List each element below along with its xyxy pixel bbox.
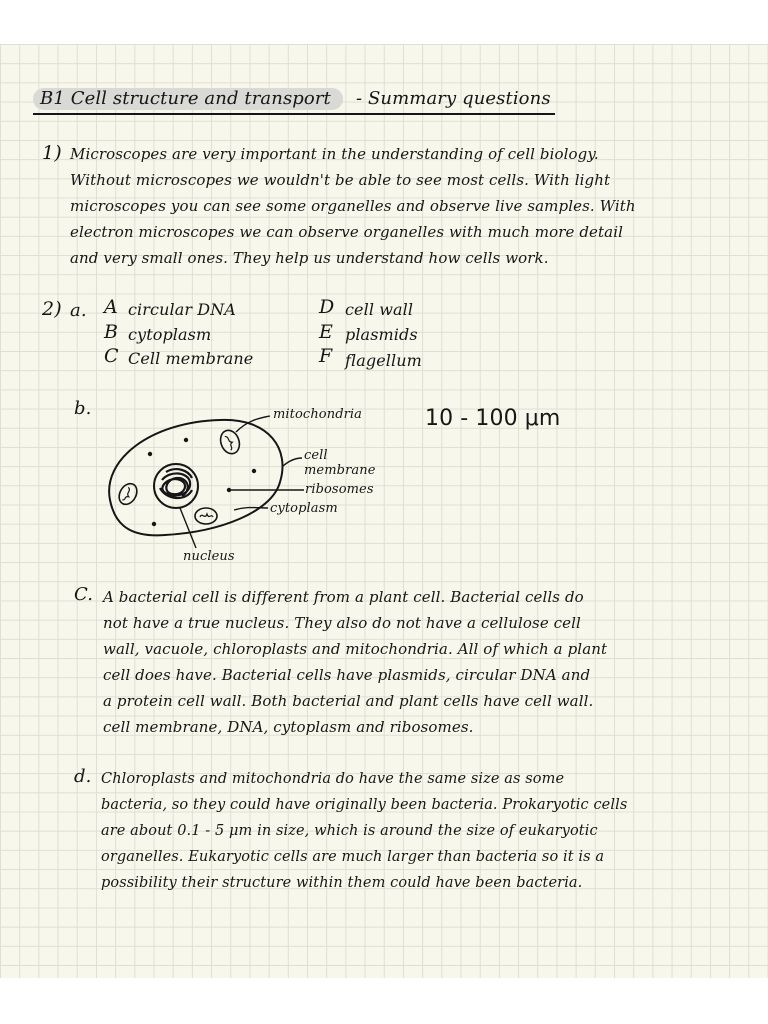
q2d-label: d.: [74, 766, 92, 787]
label-cell-membrane-line2: membrane: [304, 463, 376, 478]
mitochondrion: [116, 480, 141, 507]
q2a-answer: circular DNA: [128, 300, 236, 319]
leader-cell-membrane: [283, 458, 302, 466]
q1-line: Without microscopes we wouldn't be able to see most cells. With light: [70, 171, 611, 189]
leader-nucleus: [180, 508, 196, 548]
mitochondrion: [217, 428, 242, 457]
q2c-line: A bacterial cell is different from a plant cell. Bacterial cells do: [103, 588, 584, 606]
q2a-letter: D: [319, 296, 335, 318]
title-highlighted: B1 Cell structure and transport: [40, 88, 331, 109]
q1-line: and very small ones. They help us understand how cells work.: [70, 249, 549, 267]
q2c-line: a protein cell wall. Both bacterial and plant cells have cell wall.: [103, 692, 594, 710]
ribosome-dot: [252, 469, 256, 473]
q2c-line: cell does have. Bacterial cells have plasmids, circular DNA and: [103, 666, 591, 684]
q2c-line: wall, vacuole, chloroplasts and mitochondria. All of which a plant: [103, 640, 608, 658]
q2a-label: a.: [70, 300, 87, 321]
q2c-label: C.: [74, 584, 94, 605]
title-underline: [33, 113, 555, 115]
label-cytoplasm: cytoplasm: [270, 501, 338, 516]
q2d-line: Chloroplasts and mitochondria do have the same size as some: [101, 771, 565, 787]
q2a-letter: B: [104, 321, 119, 343]
label-mitochondria: mitochondria: [273, 407, 363, 422]
q2a-answer: plasmids: [345, 325, 418, 344]
q2b-label: b.: [74, 398, 92, 419]
nucleus-scribble: [160, 469, 192, 498]
q2a-answer: cell wall: [345, 300, 414, 319]
ribosome-dot: [148, 452, 152, 456]
label-cell-membrane-line1: cell: [304, 448, 328, 463]
mitochondrion: [195, 508, 217, 524]
q2a-answer: Cell membrane: [128, 349, 254, 368]
q2a-letter: F: [319, 345, 333, 367]
q2a-answer: cytoplasm: [128, 325, 212, 344]
q2a-answer: flagellum: [345, 351, 422, 370]
nucleus-shape: [154, 464, 198, 508]
q2d-line: bacteria, so they could have originally been bacteria. Prokaryotic cells: [101, 797, 628, 813]
ribosome-dot: [184, 438, 188, 442]
ribosome-dot: [152, 522, 156, 526]
q2-number: 2): [42, 298, 62, 320]
q2c-line: not have a true nucleus. They also do not have a cellulose cell: [103, 614, 581, 632]
q2a-letter: C: [104, 345, 119, 367]
q2a-letter: A: [104, 296, 118, 318]
q2d-line: possibility their structure within them could have been bacteria.: [101, 875, 583, 891]
q2d-line: organelles. Eukaryotic cells are much larger than bacteria so it is a: [101, 849, 605, 865]
cell-size-note: 10 - 100 μm: [425, 406, 561, 431]
title-rest: - Summary questions: [356, 88, 551, 109]
label-ribosomes: ribosomes: [305, 482, 374, 497]
q1-number: 1): [42, 142, 62, 164]
q2d-line: are about 0.1 - 5 μm in size, which is around the size of eukaryotic: [101, 823, 598, 839]
q1-line: electron microscopes we can observe organelles with much more detail: [70, 223, 624, 241]
q1-line: Microscopes are very important in the understanding of cell biology.: [70, 145, 599, 163]
q1-line: microscopes you can see some organelles and observe live samples. With: [70, 197, 636, 215]
label-nucleus: nucleus: [183, 549, 235, 564]
leader-cytoplasm: [234, 508, 268, 511]
q2c-line: cell membrane, DNA, cytoplasm and ribosomes.: [103, 718, 474, 736]
q2a-letter: E: [319, 321, 333, 343]
